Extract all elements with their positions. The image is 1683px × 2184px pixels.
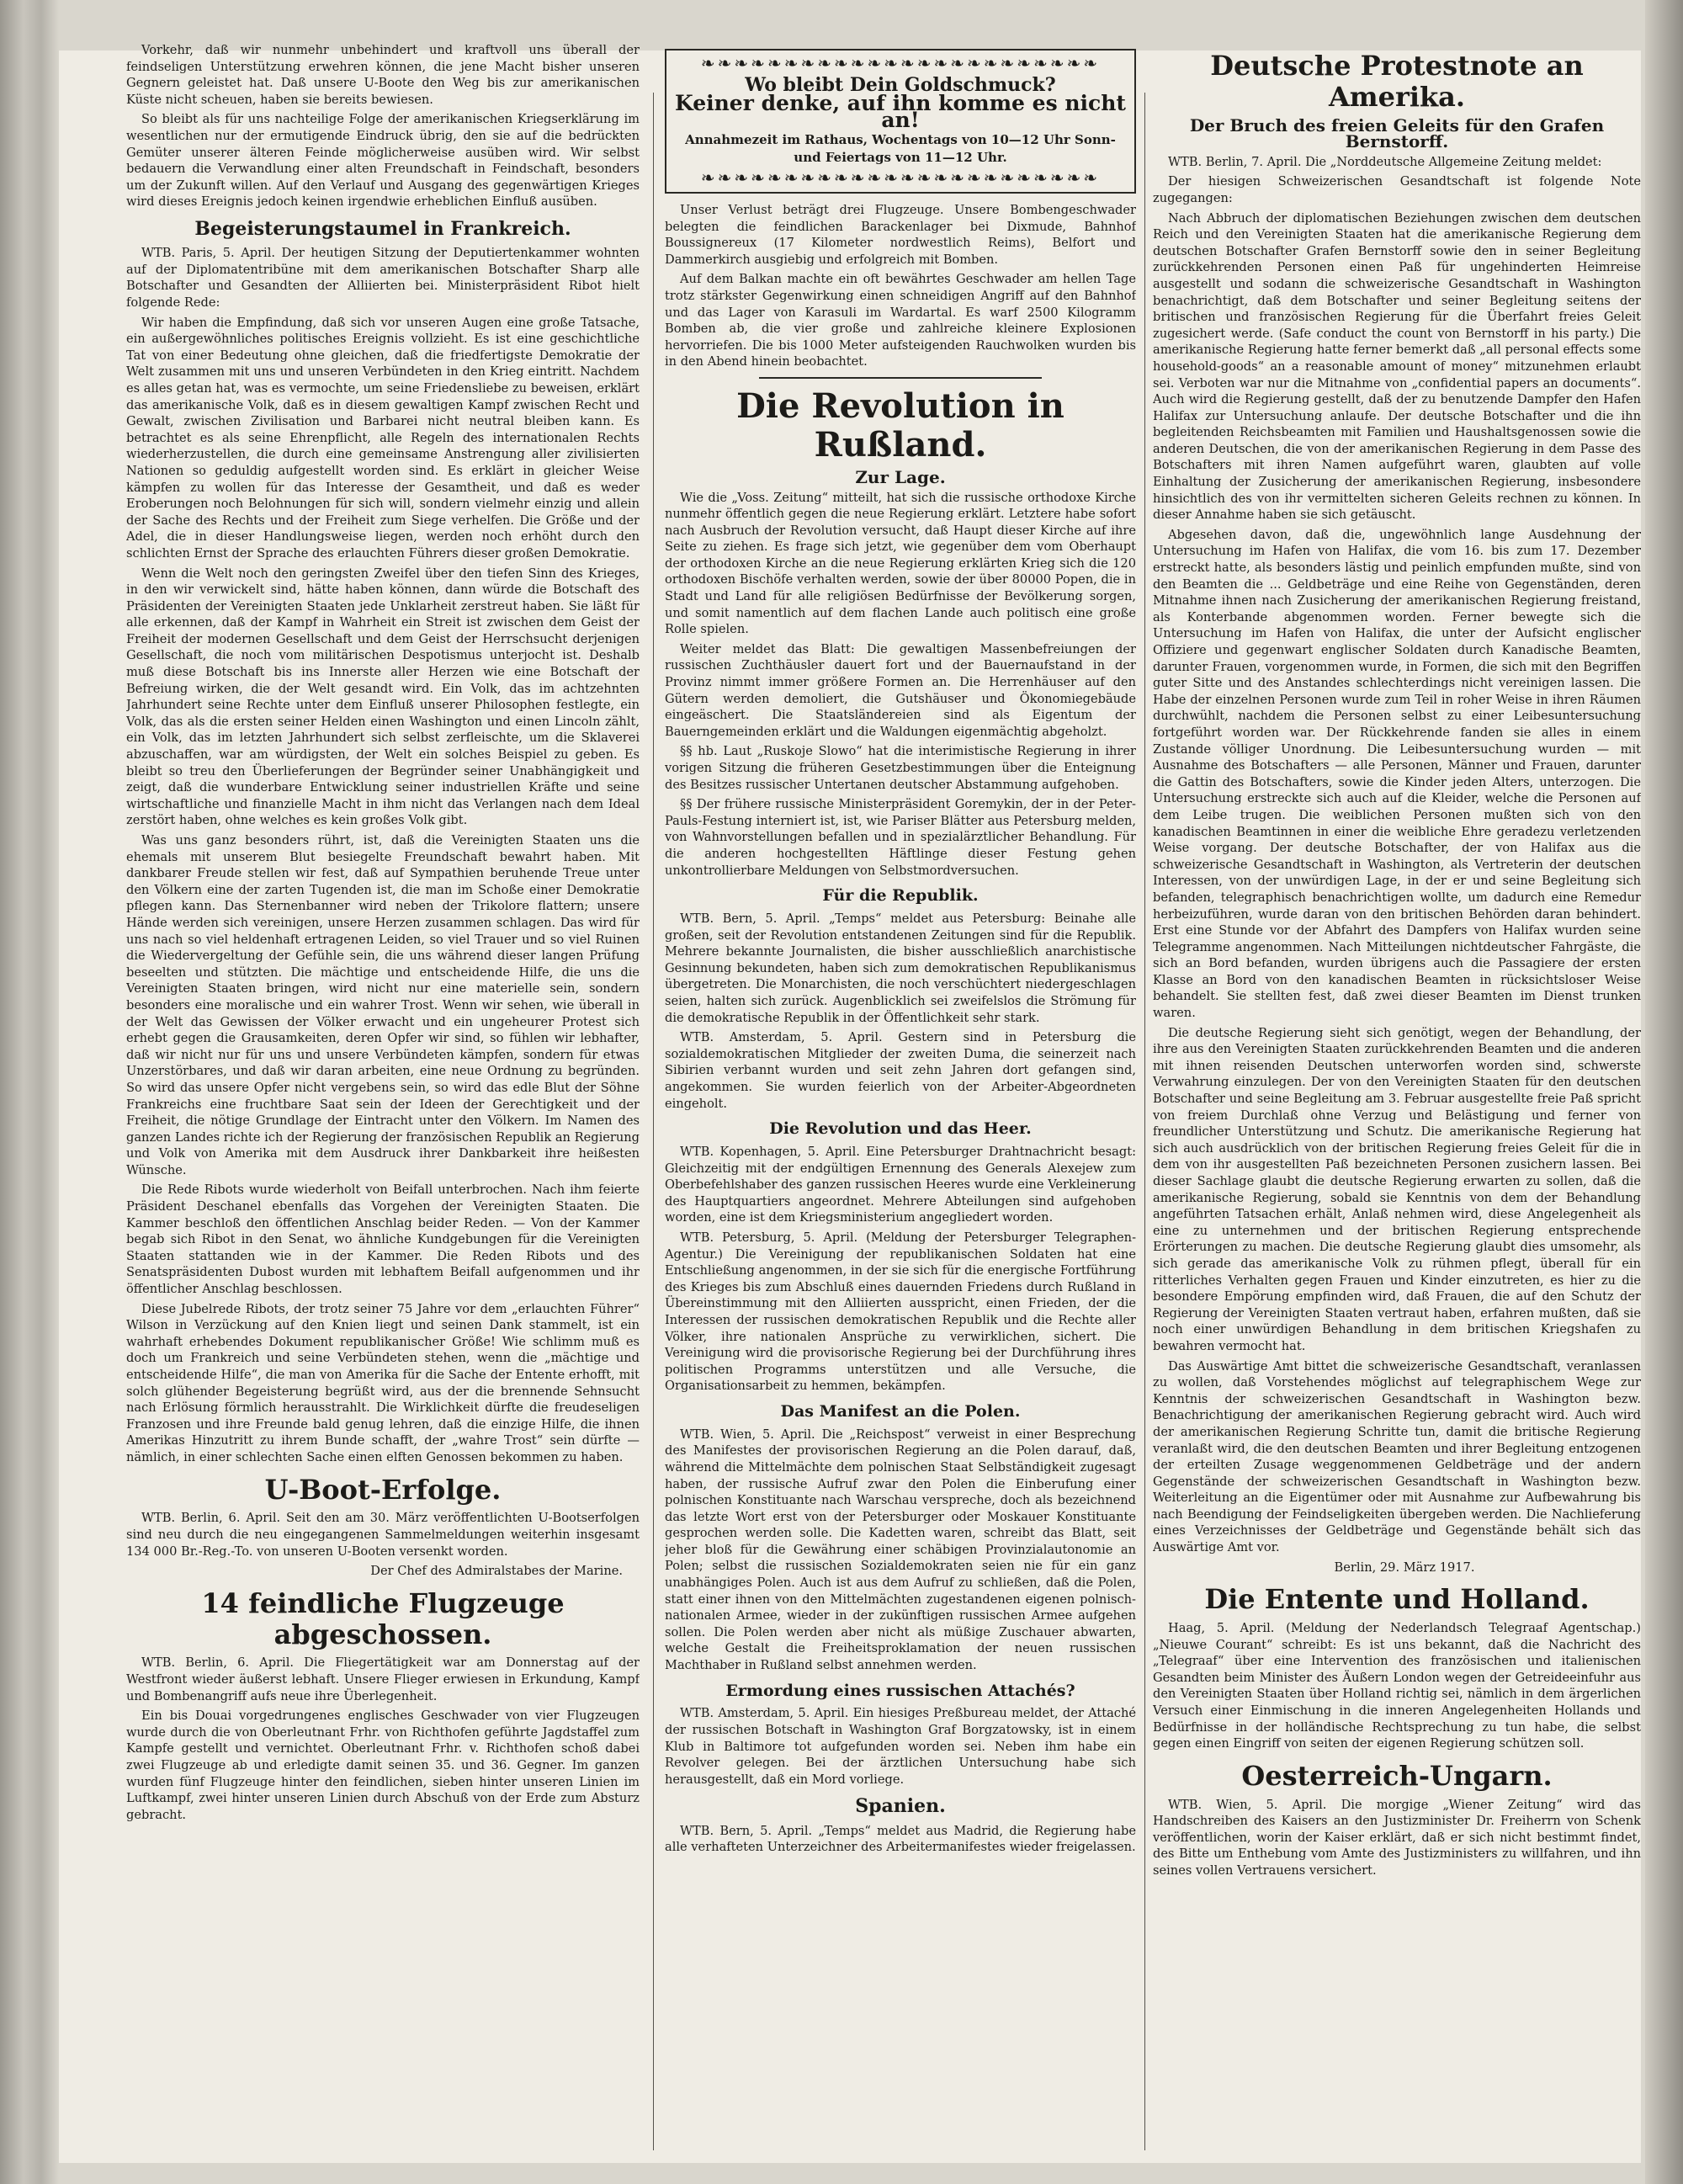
subhead-zur-lage: Zur Lage. <box>855 466 946 487</box>
column-left <box>126 42 640 2150</box>
ornament-border: ❧❧❧❧❧❧❧❧❧❧❧❧❧❧❧❧❧❧❧❧❧❧❧❧ <box>700 170 1101 187</box>
divider <box>759 377 1042 379</box>
notice-hours: Annahmezeit im Rathaus, Wochentags von 10—12 Uhr Sonn- und Feiertags von 11—12 Uhr. <box>685 132 1116 166</box>
paragraph: WTB. Paris, 5. April. Der heutigen Sitzung der Deputiertenkammer wohnten auf der Diplomatentribüne mit dem amerikanischen Botschafter Sharp alle Botschafter und Gesandten der Alliierten bei. Ministerpräsident Ribot hielt folgende Rede: <box>126 246 640 311</box>
headline-ermordung: Ermordung eines russischen Attachés? <box>725 1681 1075 1700</box>
headline-entente-holland: Die Entente und Holland. <box>1204 1583 1590 1616</box>
paragraph: Die Rede Ribots wurde wiederholt von Beifall unterbrochen. Nach ihm feierte Präsident Deschanel ebenfalls das Vorgehen der Vereinigten Staaten. Die Kammer beschloß den öffentlichen Anschlag beider Reden. — Von der Kammer begab sich Ribot in den Senat, wo ähnliche Kundgebungen für die Vereinigten Staaten stattanden wie in der Kammer. Die Reden Ribots und des Senatspräsidenten Dubost wurden mit lebhaftem Beifall aufgenommen und ihr öffentlicher Anschlag beschlossen. <box>126 1182 640 1297</box>
column-rule <box>1144 93 1145 2150</box>
book-binding-edge <box>0 0 59 2184</box>
headline-begeisterungstaumel: Begeisterungstaumel in Frankreich. <box>194 217 571 240</box>
paragraph: WTB. Amsterdam, 5. April. Gestern sind in Petersburg die sozialdemokratischen Mitglieder der zweiten Duma, die seinerzeit nach Sibirien verbannt wurden und seit zehn Jahren dort gefangen sind, angekommen. Sie wurden feierlich von der Arbeiter-Abgeordneten eingeholt. <box>665 1030 1136 1111</box>
headline-republik: Für die Republik. <box>822 886 979 906</box>
column-middle <box>665 42 1136 2150</box>
paragraph: WTB. Berlin, 6. April. Seit den am 30. März veröffentlichten U-Bootserfolgen sind neu durch die neu eingegangenen Sammelmeldungen weiterhin insgesamt 134 000 Br.-Reg.-To. von unseren U-Booten versenkt worden. <box>126 1511 640 1559</box>
paragraph: Vorkehr, daß wir nunmehr unbehindert und kraftvoll uns überall der feindseligen Unterstützung erwehren können, die jene Macht bisher unseren Gegnern geleistet hat. Daß unsere U-Boote den Weg bis zur amerikanischen Küste nicht scheuen, haben sie bereits bewiesen. <box>126 43 640 107</box>
notice-question: Wo bleibt Dein Goldschmuck? <box>745 73 1056 96</box>
paragraph: WTB. Amsterdam, 5. April. Ein hiesiges Preßbureau meldet, der Attaché der russischen Botschaft in Washington Graf Borgzatowsky, ist in einem Klub in Baltimore tot aufgefunden worden sei. Neben ihm habe ein Revolver gelegen. Bei der ärztlichen Untersuchung habe sich herausgestellt, daß ein Mord vorliege. <box>665 1706 1136 1787</box>
paragraph: WTB. Berlin, 7. April. Die „Norddeutsche Allgemeine Zeitung meldet: <box>1168 154 1602 169</box>
article-begeisterungstaumel <box>126 245 640 1465</box>
paragraph: WTB. Wien, 5. April. Die morgige „Wiener Zeitung“ wird das Handschreiben des Kaisers an den Justizminister Dr. Freiherrn von Schenk veröffentlichen, worin der Kaiser erklärt, daß er sich nicht bestimmt findet, des Bitte um Enthebung vom Amte des Justizministers zu willfahren, und ihn seines vollen Vertrauens versichert. <box>1153 1797 1641 1878</box>
paragraph: Der hiesigen Schweizerischen Gesandtschaft ist folgende Note zugegangen: <box>1153 174 1641 205</box>
paragraph: Weiter meldet das Blatt: Die gewaltigen Massenbefreiungen der russischen Zuchthäusler dauert fort und der Bauernaufstand in der Provinz nimmt immer größere Formen an. Die Herrenhäuser auf den Gütern werden demoliert, die Gutshäuser und Ökonomiegebäude eingeäschert. Die Staatsländereien sind als Eigentum der Bauerngemeinden erklärt und die Waldungen eigenmächtig abgeholzt. <box>665 641 1136 739</box>
headline-spanien: Spanien. <box>855 1795 946 1818</box>
paragraph: WTB. Wien, 5. April. Die „Reichspost“ verweist in einer Besprechung des Manifestes der provisorischen Regierung an die Polen darauf, daß, während die Mittelmächte dem polnischen Staat Selbständigkeit zugesagt haben, der russische Aufruf zwar den Polen die Einberufung einer polnischen Konstituante nach Warschau verspreche, doch als bezeichnend das letzte Wort erst von der Petersburger oder Moskauer Konstituante gesprochen werden solle. Die Kadetten waren, schreibt das Blatt, seit jeher bloß für die Gewährung einer schäbigen Provinzialautonomie an Polen; selbst die russischen Sozialdemokraten seien nie für ein ganz unabhängiges Polen. Auch ist aus dem Aufruf zu schließen, daß die Polen, statt einer ihnen von den Mittelmächten zugestandenen eigenen polnisch-nationalen Armee, wieder in der zukünftigen russischen Armee aufgehen sollen. Die Polen werden aber nicht als müßige Zuschauer abwarten, welche Gestalt die Freiheitsproklamation der neuen russischen Machthaber in Rußland selbst annehmen werden. <box>665 1427 1136 1673</box>
paragraph: WTB. Bern, 5. April. „Temps“ meldet aus Madrid, die Regierung habe alle verhafteten Unterzeichner des Arbeitermanifestes wieder freigelassen. <box>665 1823 1136 1855</box>
headline-manifest-polen: Das Manifest an die Polen. <box>780 1401 1021 1421</box>
headline-heer: Die Revolution und das Heer. <box>769 1119 1032 1139</box>
paragraph: WTB. Petersburg, 5. April. (Meldung der Petersburger Telegraphen-Agentur.) Die Vereinigung der republikanischen Soldaten hat eine Entschließung angenommen, in der sie sich für die energische Fortführung des Krieges bis zum Abschluß eines dauernden Friedens durch Rußland in Übereinstimmung mit den Alliierten ausspricht, einen Frieden, der die Interessen der russischen demokratischen Republik und die Rechte aller Völker, ihre nationalen Ansprüche zu verwirklichen, sichert. Die Vereinigung wird die provisorische Regierung bei der Durchführung ihres politischen Programms unterstützen und alle Versuche, die Organisationsarbeit zu hemmen, bekämpfen. <box>665 1230 1136 1394</box>
dateline: Berlin, 29. März 1917. <box>1334 1560 1475 1575</box>
paragraph: Was uns ganz besonders rührt, ist, daß die Vereinigten Staaten uns die ehemals mit unserem Blut besiegelte Freundschaft bewahrt haben. Mit dankbarer Freude stellen wir fest, daß auf Sympathien beruhende Treue unter den Völkern eine der zarten Tugenden ist, die man im Schoße einer Demokratie pflegen kann. Das Sternenbanner wird neben der Trikolore flattern; unsere Hände werden sich vereinigen, unsere Herzen zusammen schlagen. Das wird für uns nach so viel heldenhaft ertragenen Leiden, so viel Trauer und so viel Ruinen die Wiedervergeltung der Gefühle sein, die uns während dieser langen Prüfung beseelten und stützten. Die mächtige und entscheidende Hilfe, die uns die Vereinigten Staaten bringen, wird nicht nur eine materielle sein, sondern besonders eine moralische und ein wahrer Trost. Wenn wir sehen, wie überall in der Welt das Gewissen der Völker erwacht und ein ungeheurer Protest sich erhebt gegen die Grausamkeiten, deren Opfer wir sind, so fühlen wir lebhafter, daß wir nicht nur für uns und unsere Verbündeten kämpfen, sondern für etwas Unzerstörbares, und daß wir daran arbeiten, eine neue Ordnung zu begründen. So wird das unsere Opfer nicht vergebens sein, so wird das edle Blut der Söhne Frankreichs eine fruchtbare Saat sein der Ideen der Gerechtigkeit und der Freiheit, die nötige Grundlage der Eintracht unter den Völkern. Im Namen des ganzen Landes richte ich der Regierung der französischen Republik an Regierung und Volk von Amerika mit dem Ausdruck ihrer Dankbarkeit ihre heißesten Wünsche. <box>126 833 640 1177</box>
subhead-bernstorff: Der Bruch des freien Geleits für den Grafen Bernstorff. <box>1189 114 1605 152</box>
ornament-border: ❧❧❧❧❧❧❧❧❧❧❧❧❧❧❧❧❧❧❧❧❧❧❧❧ <box>700 56 1101 72</box>
headline-oesterreich-ungarn: Oesterreich-Ungarn. <box>1241 1759 1553 1792</box>
goldschmuck-notice <box>665 49 1136 194</box>
paragraph: Haag, 5. April. (Meldung der Nederlandsch Telegraaf Agentschap.) „Nieuwe Courant“ schreibt: Es ist uns bekannt, daß die Nachricht des „Telegraaf“ über eine Intervention des französischen und italienischen Gesandten beim Minister des Äußern London wegen der Getreideeinfuhr aus den Vereinigten Staaten über Holland richtig sei, nämlich in dem ärgerlichen Versuch einer Einmischung in die inneren Angelegenheiten Hollands und Bedürfnisse in der holländische Rechtsprechung zu tun habe, die selbst gegen einen Eingriff von seiten der eigenen Regierung schützen soll. <box>1153 1621 1641 1751</box>
paragraph: Ein bis Douai vorgedrungenes englisches Geschwader von vier Flugzeugen wurde durch die von Oberleutnant Frhr. von Richthofen geführte Jagdstaffel zum Kampfe gestellt und vernichtet. Oberleutnant Frhr. v. Richthofen schoß dabei zwei Flugzeuge ab und erledigte damit seinen 35. und 36. Gegner. Im ganzen wurden fünf Flugzeuge hinter den feindlichen, sieben hinter unseren Linien im Luftkampf, zwei hinter unseren Linien durch Abschuß von der Erde zum Absturz gebracht. <box>126 1708 640 1822</box>
paragraph: Wenn die Welt noch den geringsten Zweifel über den tiefen Sinn des Krieges, in den wir verwickelt sind, hätte haben können, dann würde die Botschaft des Präsidenten der Vereinigten Staaten jede Unklarheit zerstreut haben. Sie läßt für alle erkennen, daß der Kampf in Wahrheit ein Streit ist zwischen dem Geist der Freiheit der modernen Gesellschaft und dem Geist der Herrschsucht derjenigen Gesellschaft, die noch vom militärischen Despotismus unterjocht ist. Deshalb muß diese Botschaft bis ins Innerste aller Herzen wie eine Botschaft der Befreiung wirken, die der Welt gesandt wird. Ein Volk, das im achtzehnten Jahrhundert seine Rechte unter dem Einfluß unserer Philosophen festlegte, ein Volk, das als die ersten seiner Helden einen Washington und einen Lincoln zählt, ein Volk, das im letzten Jahrhundert sich selbst zerfleischte, um die Sklaverei abzuschaffen, war am würdigsten, der Welt ein solches Beispiel zu geben. Es bleibt so treu den Überlieferungen der Begründer seiner Unabhängigkeit und zeigt, daß die wunderbare Entwicklung seiner industriellen Kräfte und seine wirtschaftliche und finanzielle Macht in ihm nicht das Verlangen nach dem Ideal zerstört haben, ohne welches es kein großes Volk gibt. <box>126 566 640 828</box>
paragraph: §§ Der frühere russische Ministerpräsident Goremykin, der in der Peter-Pauls-Festung interniert ist, ist, wie Pariser Blätter aus Petersburg melden, von Wahnvorstellungen befallen und in spezialärztlicher Behandlung. Für die anderen hochgestellten Häftlinge dieser Festung gehen unkontrollierbare Meldungen von Selbstmordversuchen. <box>665 797 1136 878</box>
paragraph: WTB. Berlin, 6. April. Die Fliegertätigkeit war am Donnerstag auf der Westfront wieder äußerst lebhaft. Unsere Flieger erwiesen in Erkundung, Kampf und Bombenangriff aufs neue ihre Überlegenheit. <box>126 1655 640 1703</box>
paragraph: §§ hb. Laut „Ruskoje Slowo“ hat die interimistische Regierung in ihrer vorigen Sitzung die früheren Gesetzbestimmungen über die Enteignung des Besitzes russischer Untertanen deutscher Abstammung aufgehoben. <box>665 744 1136 792</box>
paragraph: Die deutsche Regierung sieht sich genötigt, wegen der Behandlung, der ihre aus den Vereinigten Staaten zurückkehrenden Beamten und die anderen mit ihnen reisenden Deutschen unterworfen worden sind, schwerste Verwahrung einzulegen. Der von den Vereinigten Staaten für den deutschen Botschafter und seine Begleitung am 3. Februar ausgestellte freie Paß spricht von freiem Durchlaß ohne Verzug und Belästigung und ferner von freundlicher Unterstützung und Schutz. Die amerikanische Regierung hat sich auch ausdrücklich von der britischen Regierung freies Geleit für die in dem von ihr ausgestellten Paß bezeichneten Personen zusichern lassen. Bei dieser Sachlage glaubt die deutsche Regierung erwarten zu sollen, daß die amerikanische Regierung, sobald sie Kenntnis von dem der Behandlung angeführten Tatsachen erhält, Anlaß nehmen wird, diese Angelegenheit als eine zu unternehmen und der britischen Regierung entsprechende Erörterungen zu machen. Die deutsche Regierung glaubt dies umsomehr, als sich gerade das amerikanische Volk zu rühmen pflegt, überall für ein ritterliches Verhalten gegen Frauen und Kinder einzutreten, es hier zu die besondere Empörung empfinden wird, daß Frauen, die auf den Schutz der Regierung der Vereinigten Staaten vertraut haben, erfahren mußten, daß sie noch einer unwürdigen Behandlung in dem britischen Kriegshafen zu bewahren vermocht hat. <box>1153 1025 1641 1353</box>
paragraph: Diese Jubelrede Ribots, der trotz seiner 75 Jahre vor dem „erlauchten Führer“ Wilson in Verzückung auf den Knien liegt und seinen Dank stammelt, ist ein wahrhaft erhebendes Dokument republikanischer Größe! Wie schlimm muß es doch um Frankreich und seine Verbündeten stehen, wenn die „mächtige und entscheidende Hilfe“, die man von Amerika für die Sache der Entente erhofft, mit solch glühender Begeisterung begrüßt wird, aus der die brennende Sehnsucht nach Erlösung förmlich herausstrahlt. Die Wirklichkeit dürfte die freudeseligen Franzosen und ihre Freunde bald genug lehren, daß die einzige Hilfe, die ihnen Amerikas Hinzutritt zu ihrem Bunde schafft, der „wahre Trost“ sein dürfte — nämlich, in einer schlechten Sache einen elften Genossen bekommen zu haben. <box>126 1301 640 1464</box>
paragraph: Auf dem Balkan machte ein oft bewährtes Geschwader am hellen Tage trotz stärkster Gegenwirkung einen schneidigen Angriff auf den Bahnhof und das Lager von Karasuli im Wardartal. Es warf 2500 Kilogramm Bomben ab, die vier große und zahlreiche kleinere Explosionen hervorriefen. Die bis 1000 Meter aufsteigenden Rauchwolken wurden bis in den Abend hinein beobachtet. <box>665 272 1136 369</box>
headline-flugzeuge: 14 feindliche Flugzeuge abgeschossen. <box>201 1586 565 1650</box>
article-intro <box>126 42 640 210</box>
column-rule <box>653 93 654 2150</box>
paragraph: So bleibt als für uns nachteilige Folge der amerikanischen Kriegserklärung im wesentlichen nur der ermutigende Eindruck übrig, den sie auf die bedrückten Gemüter unserer älteren Feinde möglicherweise ausüben wird. Wir selbst bedauern die Verwandlung einer alten Freundschaft in Feindschaft, besonders um der Zukunft willen. Auf den Verlauf und Ausgang des gegenwärtigen Krieges wird dieses Ereignis jedoch keinen irgendwie erheblichen Einfluß ausüben. <box>126 112 640 210</box>
headline-protestnote: Deutsche Protestnote an Amerika. <box>1210 50 1584 113</box>
paragraph: Wie die „Voss. Zeitung“ mitteilt, hat sich die russische orthodoxe Kirche nunmehr öffentlich gegen die neue Regierung erklärt. Letztere habe sofort nach Ausbruch der Revolution versucht, daß Haupt dieser Kirche auf ihre Seite zu ziehen. Es frage sich jetzt, wie gegenüber dem vom Oberhaupt der orthodoxen Kirche an die neue Regierung erklärten Krieg sich die 120 orthodoxen Bischöfe verhalten werden, sowie der über 80000 Popen, die in Stadt und Land für alle religiösen Bedürfnisse der Bevölkerung sorgen, und somit namentlich auf dem flachen Lande auch politisch eine große Rolle spielen. <box>665 490 1136 637</box>
paragraph: Wir haben die Empfindung, daß sich vor unseren Augen eine große Tatsache, ein außergewöhnliches politisches Ereignis vollzieht. Es ist eine geschichtliche Tat von einer Bedeutung ohne gleichen, daß die friedfertigste Demokratie der Welt zusammen mit uns und unseren Verbündeten in den Krieg eintritt. Nachdem es alles getan hat, was es vermochte, um seine Friedensliebe zu beweisen, erklärt das amerikanische Volk, daß es in diesem gewaltigen Kampf zwischen Recht und Gewalt, zwischen Zivilisation und Barbarei nicht neutral bleiben kann. Es betrachtet es als seine Ehrenpflicht, alle Regeln des internationalen Rechts wiederherzustellen, die durch eine gemeinsame Anstrengung aller zivilisierten Nationen so geduldig aufgestellt worden sind. Es erklärt in gleicher Weise kämpfen zu wollen für das Interesse der Gesamtheit, und daß es weder Eroberungen noch Belohnungen für sich will, sondern vielmehr einzig und allein der Sache des Rechts und der Freiheit zum Siege verhelfen. Die Größe und der Adel, die in dieser Handlungsweise liegen, werden noch erhöht durch den schlichten Ernst der Sprache des erlauchten Führers dieser großen Demokratie. <box>126 315 640 561</box>
page-right-edge <box>1645 0 1683 2184</box>
paragraph: WTB. Kopenhagen, 5. April. Eine Petersburger Drahtnachricht besagt: Gleichzeitig mit der endgültigen Ernennung des Generals Alexejew zum Oberbefehlshaber des ganzen russischen Heeres wurde eine Verkleinerung des Hauptquartiers angeordnet. Mehrere Abteilungen sind aufgehoben worden, eine ist dem Kriegsministerium angegliedert worden. <box>665 1144 1136 1225</box>
signature: Der Chef des Admiralstabes der Marine. <box>370 1564 623 1579</box>
paragraph: Das Auswärtige Amt bittet die schweizerische Gesandtschaft, veranlassen zu wollen, daß Vorstehendes möglichst auf telegraphischem Wege zur Kenntnis der schweizerischen Gesandtschaft in Washington bezw. Benachrichtigung der amerikanischen Regierung gebracht wird. Auch wird der amerikanischen Regierung Schritte tun, damit die britische Regierung veranlaßt wird, die den deutschen Beamten und ihrer Begleitung entzogenen der erteilten Zusage weggenommenen Geldbeträge und der andern Gegenstände der schweizerischen Gesandtschaft in Washington bezw. Weiterleitung an die Eigentümer oder mit Ausnahme zur Aufbewahrung bis nach Beendigung der Feindseligkeiten übergeben werden. Die Nachlieferung eines Verzeichnisses der Geldbeträge und Gegenstände behält sich das Auswärtige Amt vor. <box>1153 1358 1641 1555</box>
paragraph: Unser Verlust beträgt drei Flugzeuge. Unsere Bombengeschwader belegten die feindlichen Barackenlager bei Dixmude, Bahnhof Boussignereux (17 Kilometer nordwestlich Reims), Belfort und Dammerkirch ausgiebig und erfolgreich mit Bomben. <box>665 202 1136 267</box>
paragraph: Nach Abbruch der diplomatischen Beziehungen zwischen dem deutschen Reich und den Vereinigten Staaten hat die amerikanische Regierung dem deutschen Botschafter Grafen Bernstorff sowie den in seiner Begleitung zurückkehrenden Personen einen Paß für ungehinderten Heimreise ausgestellt und sodann die schweizerische Gesandtschaft in Washington benachrichtigt, daß dem Botschafter und seiner Begleitung seitens der britischen und französischen Regierung für die Überfahrt freies Geleit zugesichert werde. (Safe conduct the count von Bernstorff in his party.) Die amerikanische Regierung hatte ferner bemerkt daß „all personal effects some household-goods“ an a reasonable amount of money“ mitzunehmen erlaubt sei. Verboten war nur die Mitnahme von „confidential papers an documents“. Auch wird die Regierung gestellt, daß der zu benutzende Dampfer den Hafen Halifax zur Untersuchung anlaufe. Der deutsche Botschafter und die ihn begleitenden Reichsbeamten mit Familien und Haushaltsgenossen sowie die anderen Deutschen, die von der amerikanischen Regierung in dem Passe des Botschafters mit ihren Namen aufgeführt waren, glaubten auf volle Einhaltung der Zusicherung der amerikanischen Regierung, insbesondere hinsichtlich des von ihr vermittelten sicheren Geleits rechnen zu können. In dieser Annahme haben sie sich getäuscht. <box>1153 210 1641 523</box>
paragraph: WTB. Bern, 5. April. „Temps“ meldet aus Petersburg: Beinahe alle großen, seit der Revolution entstandenen Zeitungen sind für die Republik. Mehrere bekannte Journalisten, die bisher ausschließlich anarchistische Gesinnung bekundeten, haben sich zum demokratischen Republikanismus übergetreten. Die Monarchisten, die noch verschüchtert niedergeschlagen seien, halten sich zurück. Augenblicklich sei zweifelslos die Strömung für die demokratische Republik in der Öffentlichkeit sehr stark. <box>665 911 1136 1025</box>
paragraph: Abgesehen davon, daß die, ungewöhnlich lange Ausdehnung der Untersuchung im Hafen von Halifax, die vom 16. bis zum 17. Dezember erstreckt hatte, als besonders lästig und peinlich empfunden mußte, sind von den Beamten die ... Geldbeträge und eine Reihe von Gegenständen, deren Mitnahme ihnen nach Zusicherung der amerikanischen Regierung freistand, als Konterbande abgenommen worden. Ferner bewegte sich die Untersuchung im Hafen von Halifax, die unter der Aufsicht englischer Offiziere und gegenwart englischer Soldaten durch Kanadische Beamten, darunter Frauen, vorgenommen wurde, in Formen, die sich mit den Begriffen guter Sitte und des Anstandes schlechterdings nicht vereinigen lassen. Die Habe der einzelnen Personen wurde zum Teil in roher Weise in ihren Räumen durchwühlt, nachdem die Personen selbst zu einer Leibesuntersuchung fortgeführt worden war. Der Rückkehrende fanden sie alles in einem Zustande völliger Unordnung. Die Leibesuntersuchung wurden — mit Ausnahme des Botschafters — alle Personen, Männer und Frauen, darunter die Gattin des Botschafters, sowie die Kinder jeden Alters, unterzogen. Die Untersuchung erstreckte sich auch auf die Kleider, welche die Personen auf dem Leibe trugen. Die weiblichen Personen mußten sich von den kanadischen Beamtinnen in einer die weibliche Ehre geradezu verletzenden Weise vorgang. Der deutsche Botschafter, der von Halifax aus die schweizerische Gesandtschaft in Washington, als Vertreterin der deutschen Interessen, von der unwürdigen Lage, in der er und seine Begleitung sich befanden, telegraphisch benachrichtigen wollte, um dadurch eine Remedur herbeizuführen, wurde daran von den britischen Behörden daran behindert. Erst eine Stunde vor der Abfahrt des Dampfers von Halifax wurden seine Telegramme angenommen. Nach Mitteilungen nichtdeutscher Fahrgäste, die sich an Bord befanden, wurden übrigens auch die Passagiere der ersten Klasse an Bord von den kanadischen Beamten in rücksichtsloser Weise behandelt. Sie stellten fest, daß zwei dieser Beamten im Dienst trunken waren. <box>1153 527 1641 1021</box>
headline-revolution-russland: Die Revolution in Rußland. <box>736 385 1064 465</box>
headline-uboot-erfolge: U-Boot-Erfolge. <box>264 1473 502 1506</box>
column-right <box>1153 42 1641 2150</box>
notice-appeal: Keiner denke, auf ihn komme es nicht an! <box>675 91 1126 132</box>
